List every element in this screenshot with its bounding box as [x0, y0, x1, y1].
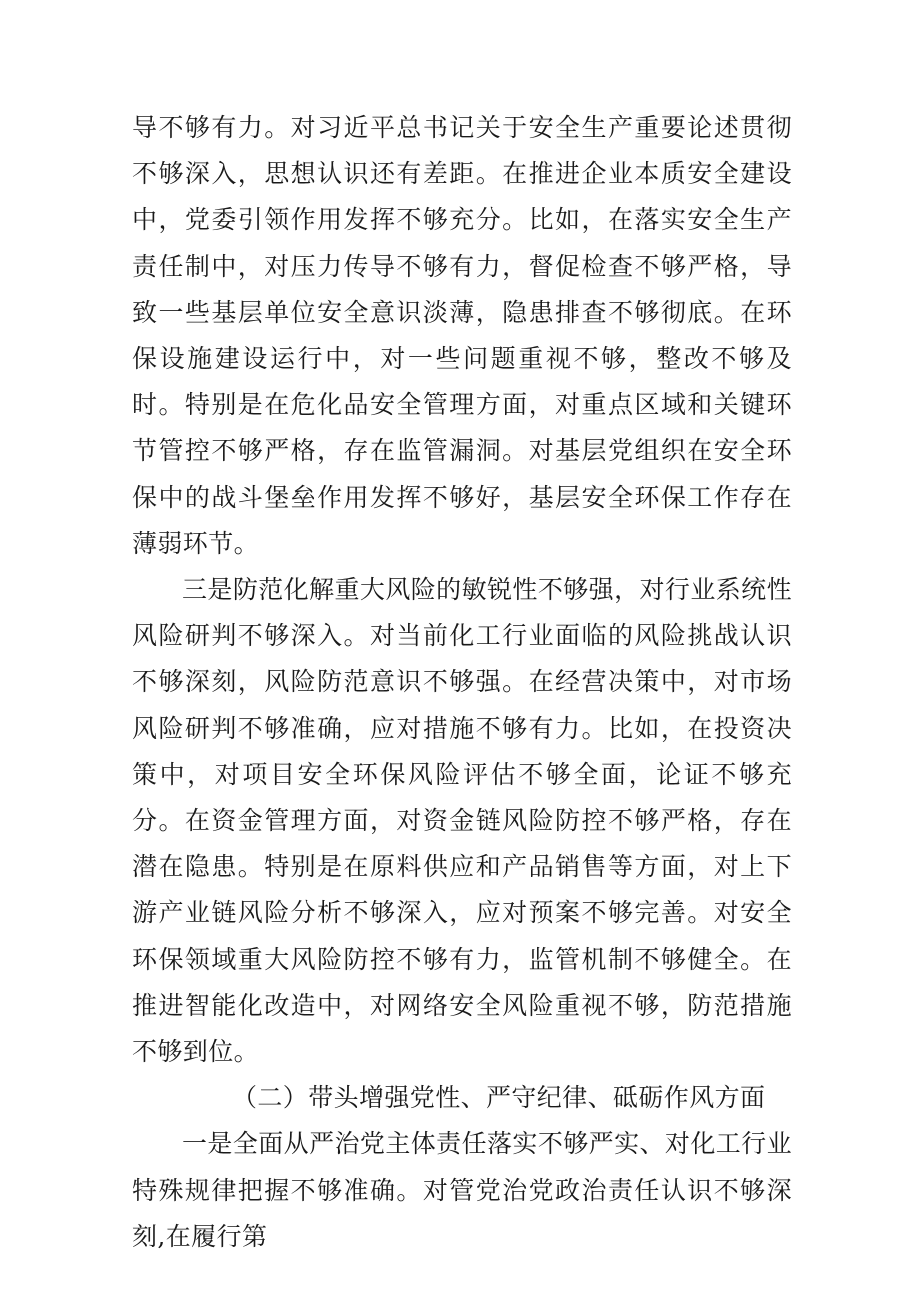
document-body — [132, 105, 792, 1260]
paragraph-continued: 导不够有力。对习近平总书记关于安全生产重要论述贯彻不够深入，思想认识还有差距。在推进企业本质安全建设中，党委引领作用发挥不够充分。比如，在落实安全生产责任制中，对压力传导不够有力，督促检查不够严格，导致一些基层单位安全意识淡薄，隐患排查不够彻底。在环保设施建设运行中，对一些问题重视不够，整改不够及时。特别是在危化品安全管理方面，对重点区域和关键环节管控不够严格，存在监管漏洞。对基层党组织在安全环保中的战斗堡垒作用发挥不够好，基层安全环保工作存在薄弱环节。 — [132, 113, 792, 558]
paragraph-point-three: 三是防范化解重大风险的敏锐性不够强，对行业系统性风险研判不够深入。对当前化工行业面临的风险挑战认识不够深刻，风险防范意识不够强。在经营决策中，对市场风险研判不够准确，应对措施不够有力。比如，在投资决策中，对项目安全环保风险评估不够全面，论证不够充分。在资金管理方面，对资金链风险防控不够严格，存在潜在隐患。特别是在原料供应和产品销售等方面，对上下游产业链风险分析不够深入，应对预案不够完善。对安全环保领域重大风险防控不够有力，监管机制不够健全。在推进智能化改造中，对网络安全风险重视不够，防范措施不够到位。 — [132, 575, 792, 1067]
section-heading: （二）带头增强党性、严守纪律、砥砺作风方面 — [232, 1083, 766, 1113]
paragraph-point-one: 一是全面从严治党主体责任落实不够严实、对化工行业特殊规律把握不够准确。对管党治党政治责任认识不够深刻,在履行第 — [132, 1129, 792, 1251]
